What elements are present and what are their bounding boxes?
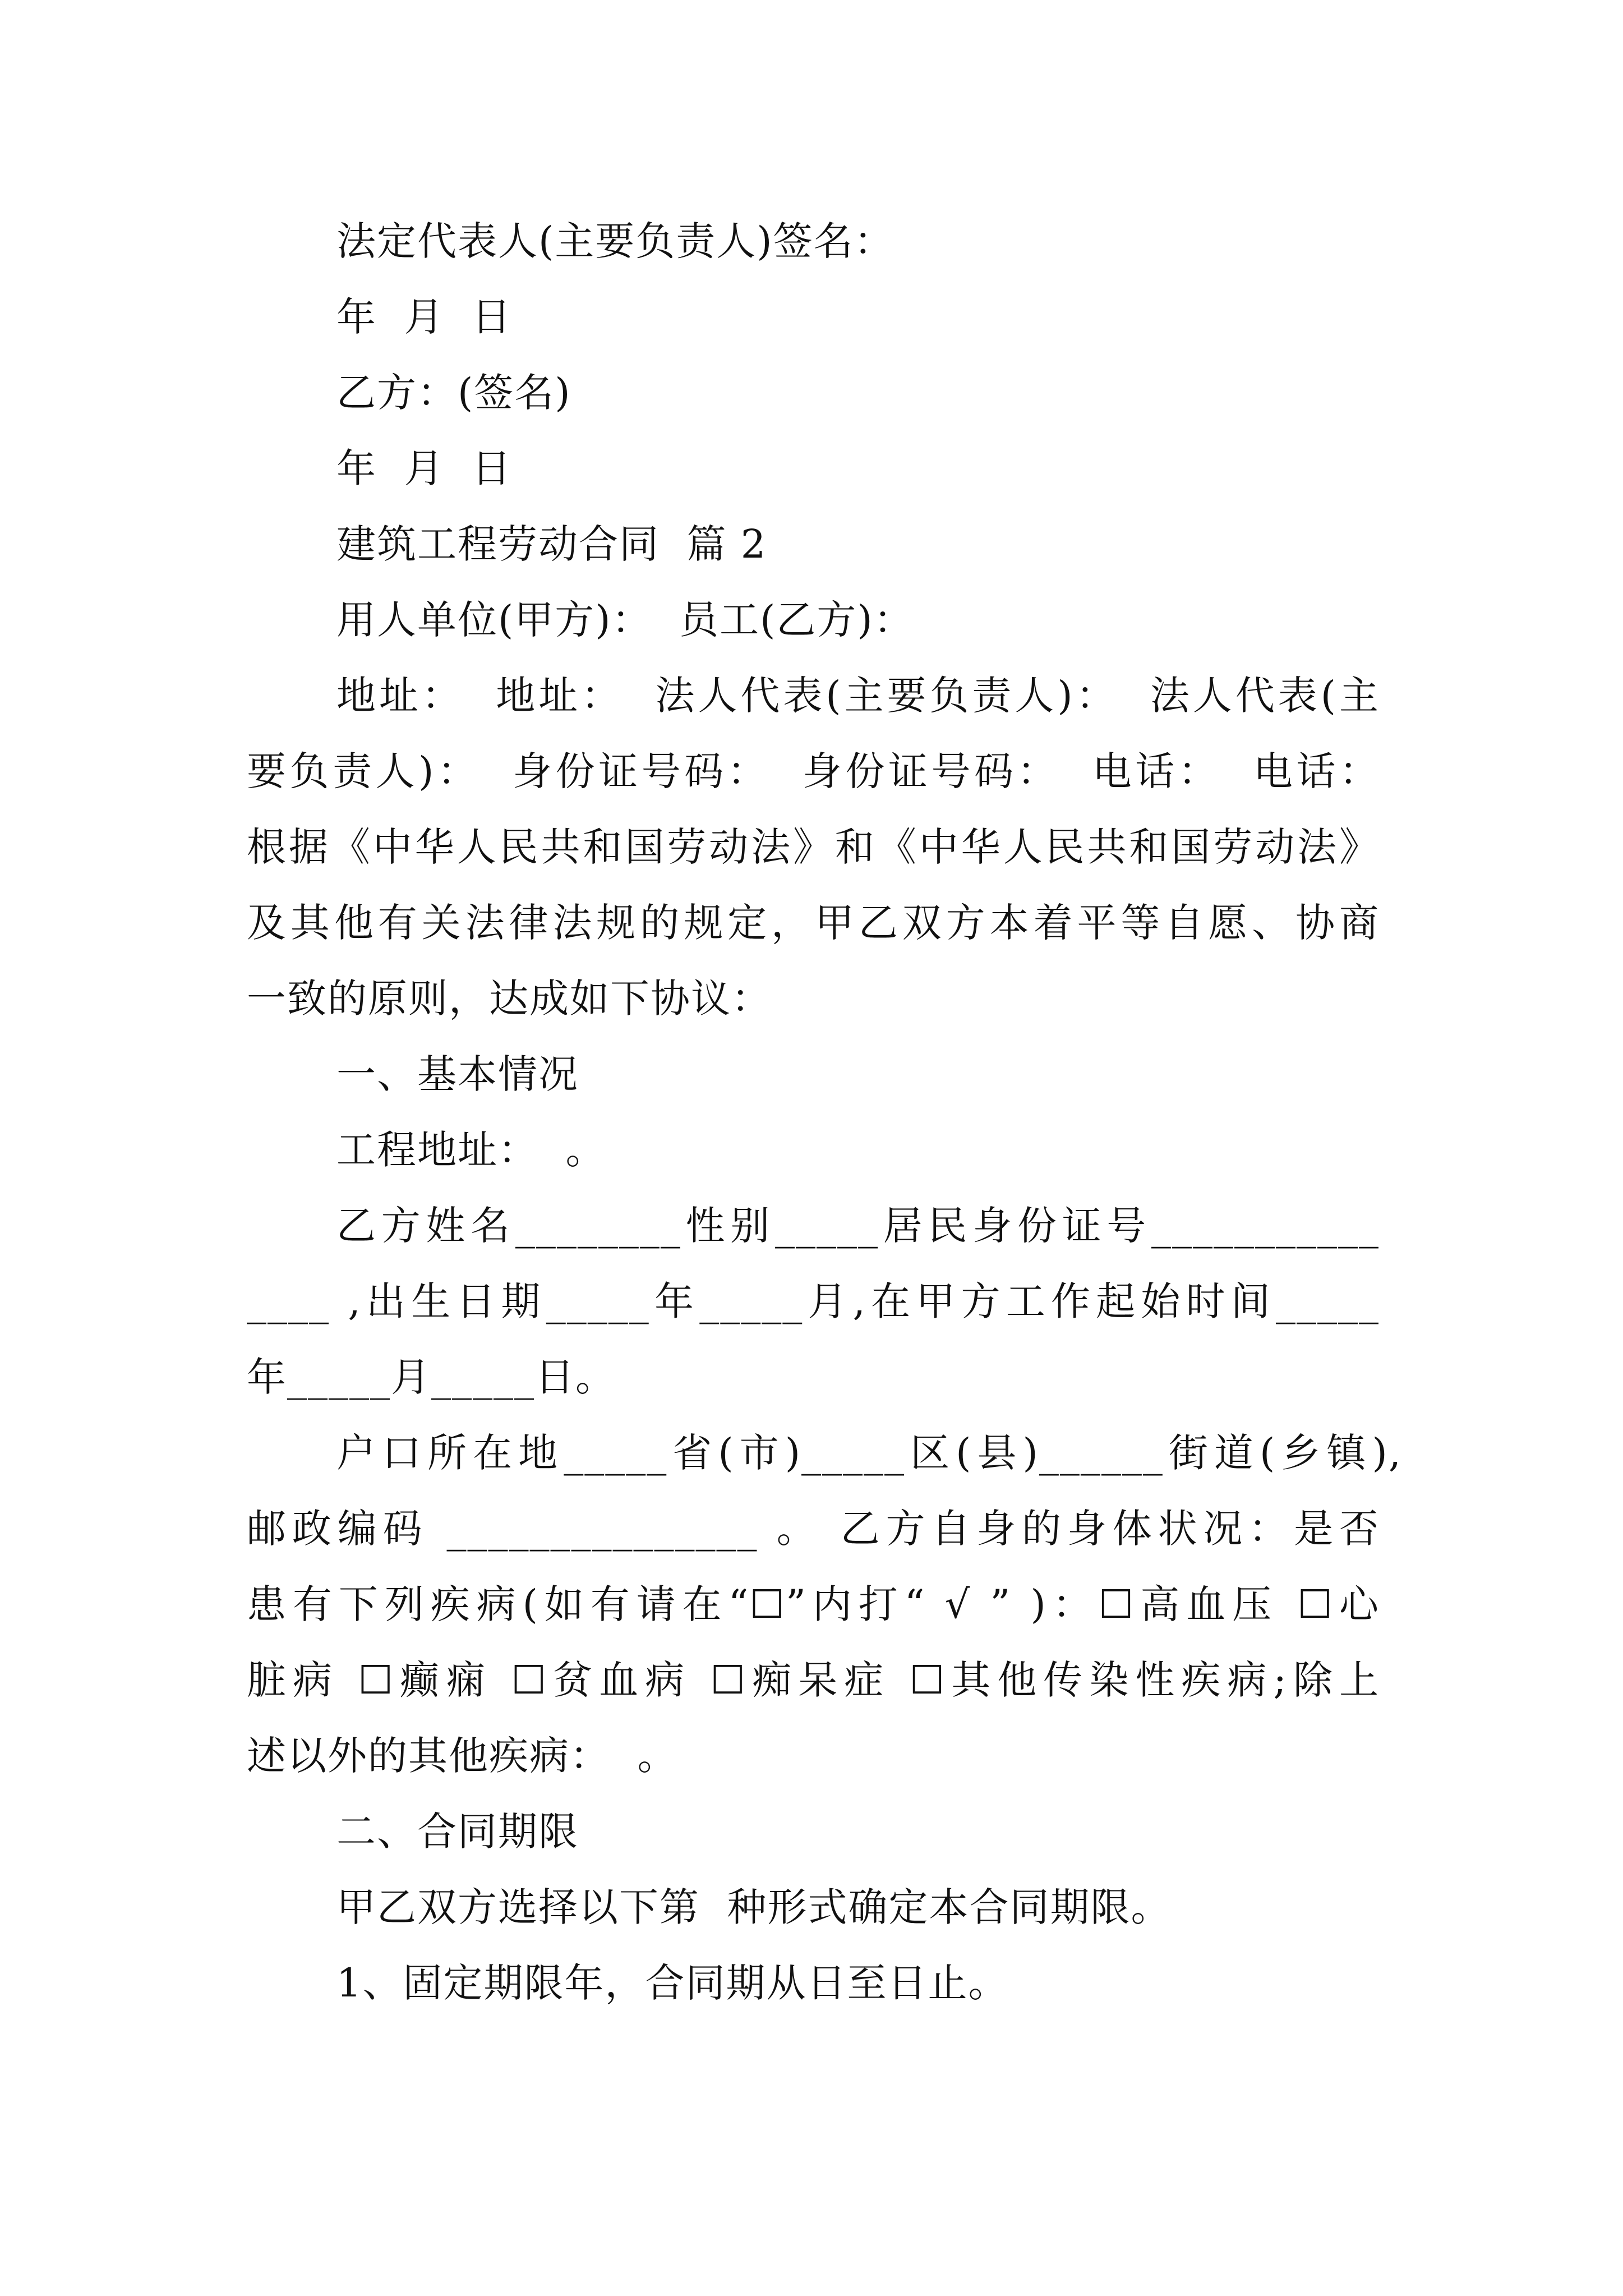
form-line: 患有下列疾病(如有请在“☐”内打“ √ ” )：☐高血压 ☐心 — [247, 1581, 1380, 1627]
form-line: 户口所在地_____省(市)_____区(县)______街道(乡镇), — [336, 1430, 1402, 1476]
form-line: 述以外的其他疾病： 。 — [247, 1733, 678, 1779]
paragraph-line: 一致的原则，达成如下协议： — [247, 976, 772, 1022]
form-line: 年_____月_____日。 — [247, 1354, 616, 1400]
form-line: 乙方姓名________性别_____居民身份证号___________ — [336, 1203, 1380, 1249]
party-b-signature: 乙方：(签名) — [336, 370, 571, 416]
paragraph-line: 1、固定期限年，合同期从日至日止。 — [336, 1960, 1009, 2006]
signature-line: 法定代表人(主要负责人)签名： — [336, 218, 895, 264]
parties-line: 用人单位(甲方)： 员工(乙方)： — [336, 597, 914, 643]
section-heading: 二、合同期限 — [336, 1809, 579, 1855]
section-heading: 一、基本情况 — [336, 1051, 579, 1097]
paragraph-line: 根据《中华人民共和国劳动法》和《中华人民共和国劳动法》 — [247, 824, 1380, 870]
form-line: 脏病 ☐癫痫 ☐贫血病 ☐痴呆症 ☐其他传染性疾病;除上 — [247, 1657, 1380, 1703]
form-line: 邮政编码 _______________ 。 乙方自身的身体状况：是否 — [247, 1506, 1380, 1552]
form-line: ____ ,出生日期_____年_____月,在甲方工作起始时间_____ — [247, 1278, 1380, 1324]
date-line: 年 月 日 — [336, 445, 513, 491]
paragraph-line: 甲乙双方选择以下第 种形式确定本合同期限。 — [336, 1884, 1172, 1930]
paragraph-line: 工程地址： 。 — [336, 1127, 606, 1173]
date-line: 年 月 日 — [336, 294, 513, 340]
section-title: 建筑工程劳动合同 篇 2 — [336, 521, 767, 567]
paragraph-line: 及其他有关法律法规的规定，甲乙双方本着平等自愿、协商 — [247, 900, 1380, 946]
paragraph-line: 要负责人)： 身份证号码： 身份证号码： 电话： 电话： — [247, 748, 1380, 794]
paragraph-line: 地址： 地址： 法人代表(主要负责人)： 法人代表(主 — [336, 673, 1380, 719]
